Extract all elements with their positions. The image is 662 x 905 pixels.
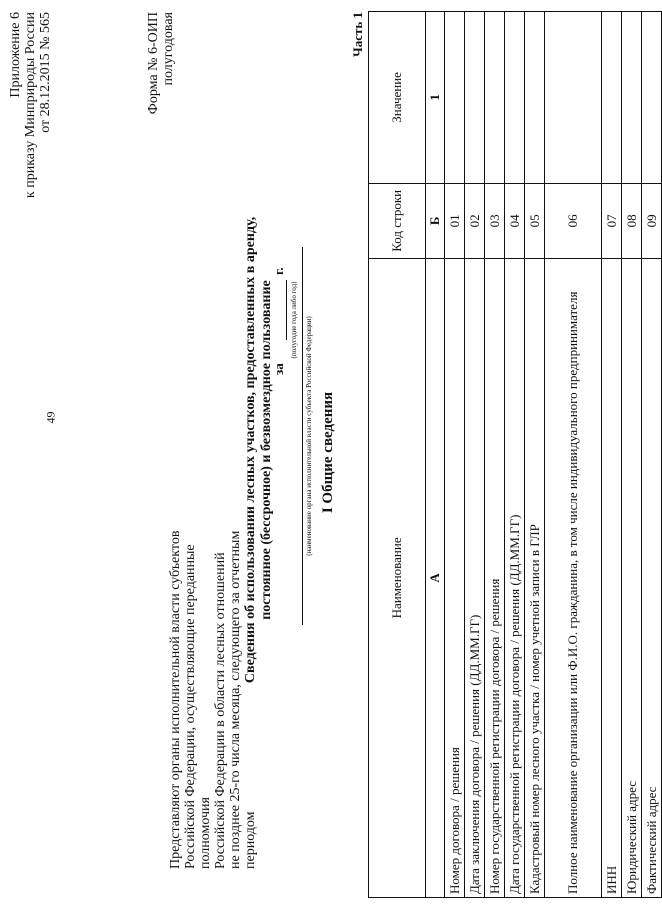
table-row [485,12,505,898]
table-row [545,12,602,898]
row-value-cell[interactable] [445,12,465,184]
row-code: 02 [465,183,485,258]
row-code: 04 [505,183,525,258]
report-title [243,55,275,845]
report-title-line: Сведения об использовании лесных участков, предоставленных в аренду, [243,216,258,684]
row-value-cell[interactable] [622,12,642,184]
row-name: Кадастровый номер лесного участка / номер учетной записи в ГЛР [525,258,545,897]
table-row [642,12,662,898]
submitters-line: Российской Федерации, осуществляющие переданные полномочия [183,544,213,869]
submitters-line: не позднее 25-го числа месяца, следующего за отчетным периодом [228,530,258,869]
row-value-cell[interactable] [505,12,525,184]
appendix-order-date: от 28.12.2015 № 565 [38,12,53,133]
row-value-cell[interactable] [485,12,505,184]
general-info-table [368,11,662,898]
row-code: 09 [642,183,662,258]
appendix-number: Приложение 6 [8,12,23,98]
column-letter: Б [426,183,445,258]
table-row [622,12,642,898]
row-code: 03 [485,183,505,258]
table-row [505,12,525,898]
row-value-cell[interactable] [465,12,485,184]
row-name: Дата заключения договора / решения (ДД.ММ.ГГ) [465,258,485,897]
row-value-cell[interactable] [642,12,662,184]
row-code: 01 [445,183,465,258]
column-letter: 1 [426,12,445,184]
row-name: Дата государственной регистрации договора / решения (ДД.ММ.ГГ) [505,258,525,897]
table-row [445,12,465,898]
form-identifier [146,12,176,272]
row-code: 06 [545,183,602,258]
form-period: полугодовая [161,12,176,86]
part-label: Часть 1 [350,12,365,57]
row-name: Юридический адрес [622,258,642,897]
submitters-line: Представляют органы исполнительной власти субъектов [168,530,183,869]
column-header-code: Код строки [369,183,426,258]
row-code: 05 [525,183,545,258]
column-header-name: Наименование [369,258,426,897]
column-letters-row [426,12,445,898]
appendix-order-ref: к приказу Минприроды России [23,12,38,199]
report-title-line: постоянное (бессрочное) и безвозмездное пользование [259,280,274,620]
period-blank-line [270,280,287,340]
row-code: 07 [602,183,622,258]
row-name: Номер договора / решения [445,258,465,897]
table-header-row [369,12,426,898]
row-code: 08 [622,183,642,258]
row-value-cell[interactable] [525,12,545,184]
table-row [465,12,485,898]
period-hint: (полугодие года либо год) [290,281,298,359]
table-row [525,12,545,898]
row-value-cell[interactable] [545,12,602,184]
authority-hint: (наименование органа исполнительной власти субъекта Российской Федерации) [305,316,313,556]
row-name: Номер государственной регистрации договора / решения [485,258,505,897]
column-letter: А [426,258,445,897]
row-name: ИНН [602,258,622,897]
row-value-cell[interactable] [602,12,622,184]
page-number: 49 [43,411,58,424]
column-header-value: Значение [369,12,426,184]
appendix-header [8,12,53,272]
row-name: Фактический адрес [642,258,662,897]
submitters-line: Российской Федерации в области лесных отношений [213,552,228,869]
row-name: Полное наименование организации или Ф.И.О. гражданина, в том числе индивидуального предпринимателя [545,258,602,897]
table-row [602,12,622,898]
period-prefix: за [271,363,286,375]
year-suffix: г. [271,267,286,275]
authority-blank-line [302,247,303,625]
form-name: Форма № 6-ОИП [146,12,161,115]
section-title: I Общие сведения [320,391,336,514]
